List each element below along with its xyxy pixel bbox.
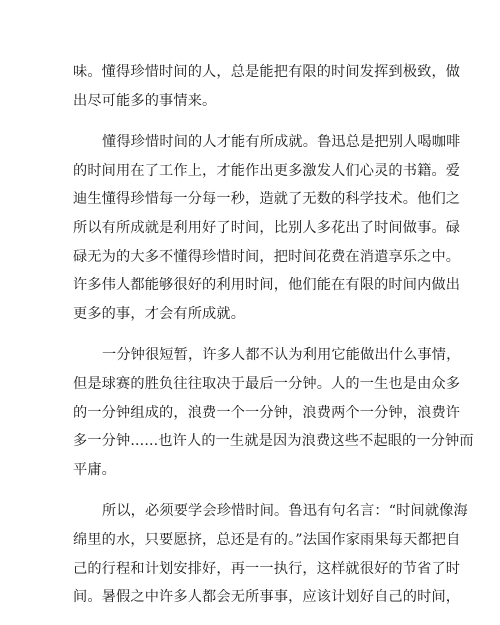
paragraph-4 bbox=[73, 497, 468, 611]
text-line: 许多伟人都能够很好的利用时间，他们能在有限的时间内做出 bbox=[73, 277, 461, 294]
document-page bbox=[73, 58, 474, 625]
paragraph-3 bbox=[73, 341, 474, 484]
text-line: 更多的事，才会有所成就。 bbox=[73, 305, 246, 322]
text-line: 间。暑假之中许多人都会无所事事，应该计划好自己的时间， bbox=[73, 589, 461, 606]
text-line: 己的行程和计划安排好，再一一执行，这样就很好的节省了时 bbox=[73, 560, 461, 577]
text-line: 碌无为的大多不懂得珍惜时间，把时间花费在消遣享乐之中。 bbox=[73, 248, 461, 265]
paragraph-2 bbox=[73, 128, 461, 328]
text-line: 绵里的水，只要愿挤，总还是有的。”法国作家雨果每天都把自 bbox=[73, 531, 461, 548]
text-line: 懂得珍惜时间的人才能有所成就。鲁迅总是把别人喝咖啡 bbox=[102, 134, 461, 151]
text-line: 一分钟很短暂，许多人都不认为利用它能做出什么事情， bbox=[102, 347, 461, 364]
text-line: 的时间用在了工作上，才能作出更多激发人们心灵的书籍。爱 bbox=[73, 162, 461, 179]
text-line: 所以，必须要学会珍惜时间。鲁迅有句名言：“时间就像海 bbox=[102, 503, 468, 520]
text-line: 味。懂得珍惜时间的人，总是能把有限的时间发挥到极致，做 bbox=[73, 64, 461, 80]
text-line: 多一分钟......也许人的一生就是因为浪费这些不起眼的一分钟而 bbox=[73, 433, 474, 450]
text-line: 但是球赛的胜负往往取决于最后一分钟。人的一生也是由众多 bbox=[73, 375, 461, 392]
text-line: 的一分钟组成的，浪费一个一分钟，浪费两个一分钟，浪费许 bbox=[73, 404, 461, 421]
text-line: 迪生懂得珍惜每一分每一秒，造就了无数的科学技术。他们之 bbox=[73, 191, 461, 208]
text-line: 出尽可能多的事情来。 bbox=[73, 92, 217, 109]
text-line: 所以有所成就是利用好了时间，比别人多花出了时间做事。碌 bbox=[73, 219, 461, 236]
paragraph-1 bbox=[73, 58, 461, 115]
text-line: 平庸。 bbox=[73, 461, 117, 478]
